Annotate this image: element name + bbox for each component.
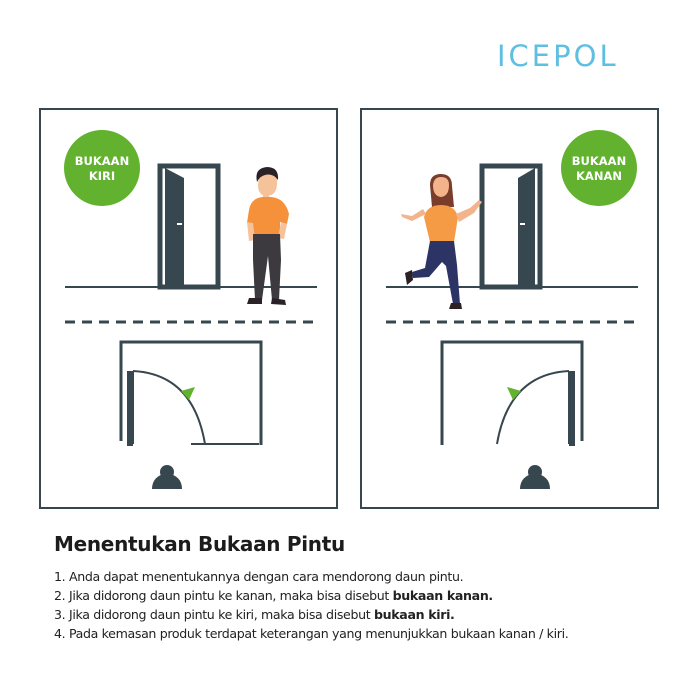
badge-left-line2-visible: KIRI — [88, 169, 116, 183]
door-plan-view — [442, 342, 582, 446]
badge-right-line2: KANAN — [576, 169, 622, 183]
page-title: Menentukan Bukaan Pintu — [54, 532, 345, 556]
badge-left — [64, 130, 140, 206]
instruction-step-1: 1. Anda dapat menentukannya dengan cara mendorong daun pintu. — [54, 569, 464, 584]
man-figure — [247, 167, 289, 305]
panel-left-opening — [39, 108, 338, 509]
instruction-step-2: 2. Jika didorong daun pintu ke kanan, maka bisa disebut bukaan kanan. — [54, 588, 493, 603]
door-frame-front — [482, 166, 540, 287]
badge-right — [561, 130, 637, 206]
door-frame-front — [160, 166, 218, 287]
badge-right-line1: BUKAAN — [571, 154, 627, 168]
instruction-list — [54, 567, 568, 643]
panel-right-opening — [360, 108, 659, 509]
woman-figure — [401, 174, 482, 309]
instruction-step-4: 4. Pada kemasan produk terdapat keterangan yang menunjukkan bukaan kanan / kiri. — [54, 626, 569, 641]
badge-left-line1: BUKAAN — [74, 154, 130, 168]
person-top-view-icon — [152, 465, 182, 489]
door-plan-view — [121, 342, 261, 446]
person-top-view-icon — [520, 465, 550, 489]
instruction-step-3: 3. Jika didorong daun pintu ke kiri, maka bisa disebut bukaan kiri. — [54, 607, 455, 622]
brand-logo: ICEPOL — [497, 39, 619, 73]
